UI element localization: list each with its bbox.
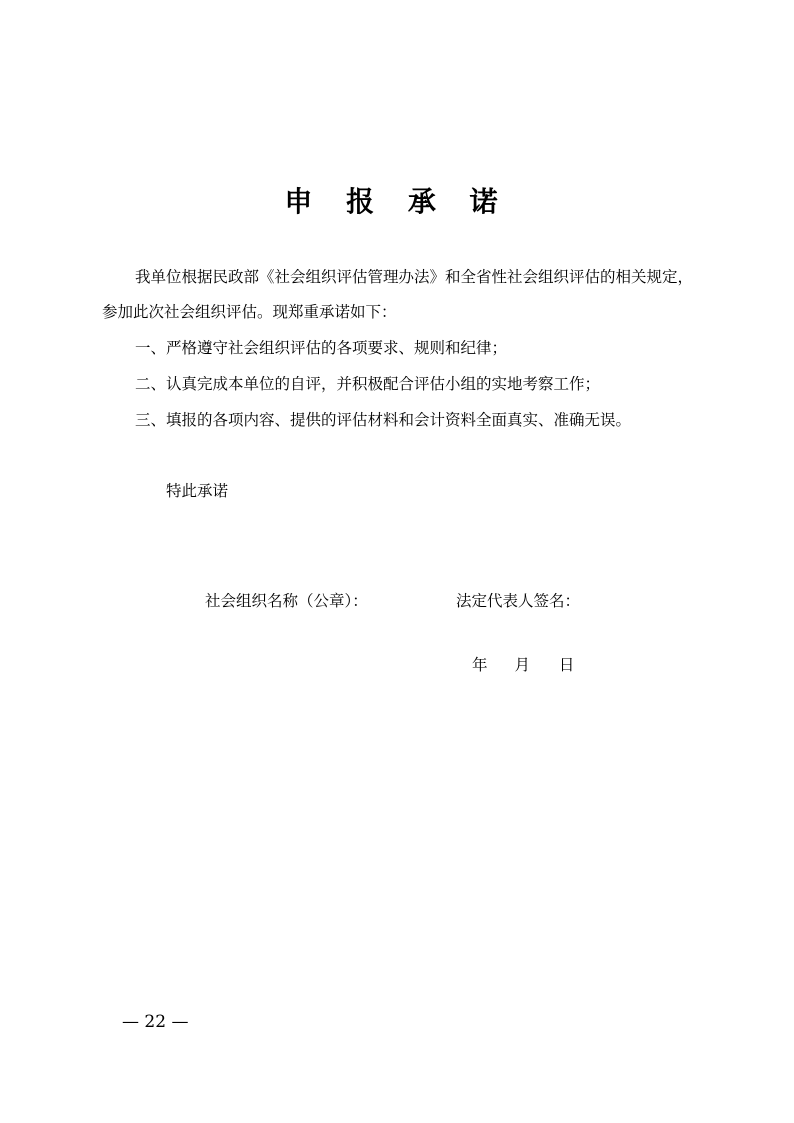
- intro-line-1: 我单位根据民政部《社会组织评估管理办法》和全省性社会组织评估的相关规定，: [135, 268, 694, 286]
- date-month-label: 月: [514, 656, 530, 674]
- org-name-seal-label: 社会组织名称（公章）：: [205, 592, 368, 610]
- date-day-label: 日: [558, 656, 575, 674]
- intro-line-2: 参加此次社会组织评估。现郑重承诺如下：: [102, 303, 397, 321]
- date-line: [472, 654, 574, 676]
- page-number: — 22 —: [122, 1012, 189, 1032]
- closing-statement: 特此承诺: [166, 482, 229, 500]
- page-title: 申 报 承 诺: [284, 185, 510, 218]
- date-year-label: 年: [472, 656, 488, 674]
- commitment-item-2: 二、认真完成本单位的自评，并积极配合评估小组的实地考察工作；: [135, 375, 601, 393]
- commitment-item-1: 一、严格遵守社会组织评估的各项要求、规则和纪律；: [135, 339, 508, 357]
- legal-representative-signature-label: 法定代表人签名：: [456, 592, 581, 610]
- commitment-item-3: 三、填报的各项内容、提供的评估材料和会计资料全面真实、准确无误。: [135, 411, 632, 429]
